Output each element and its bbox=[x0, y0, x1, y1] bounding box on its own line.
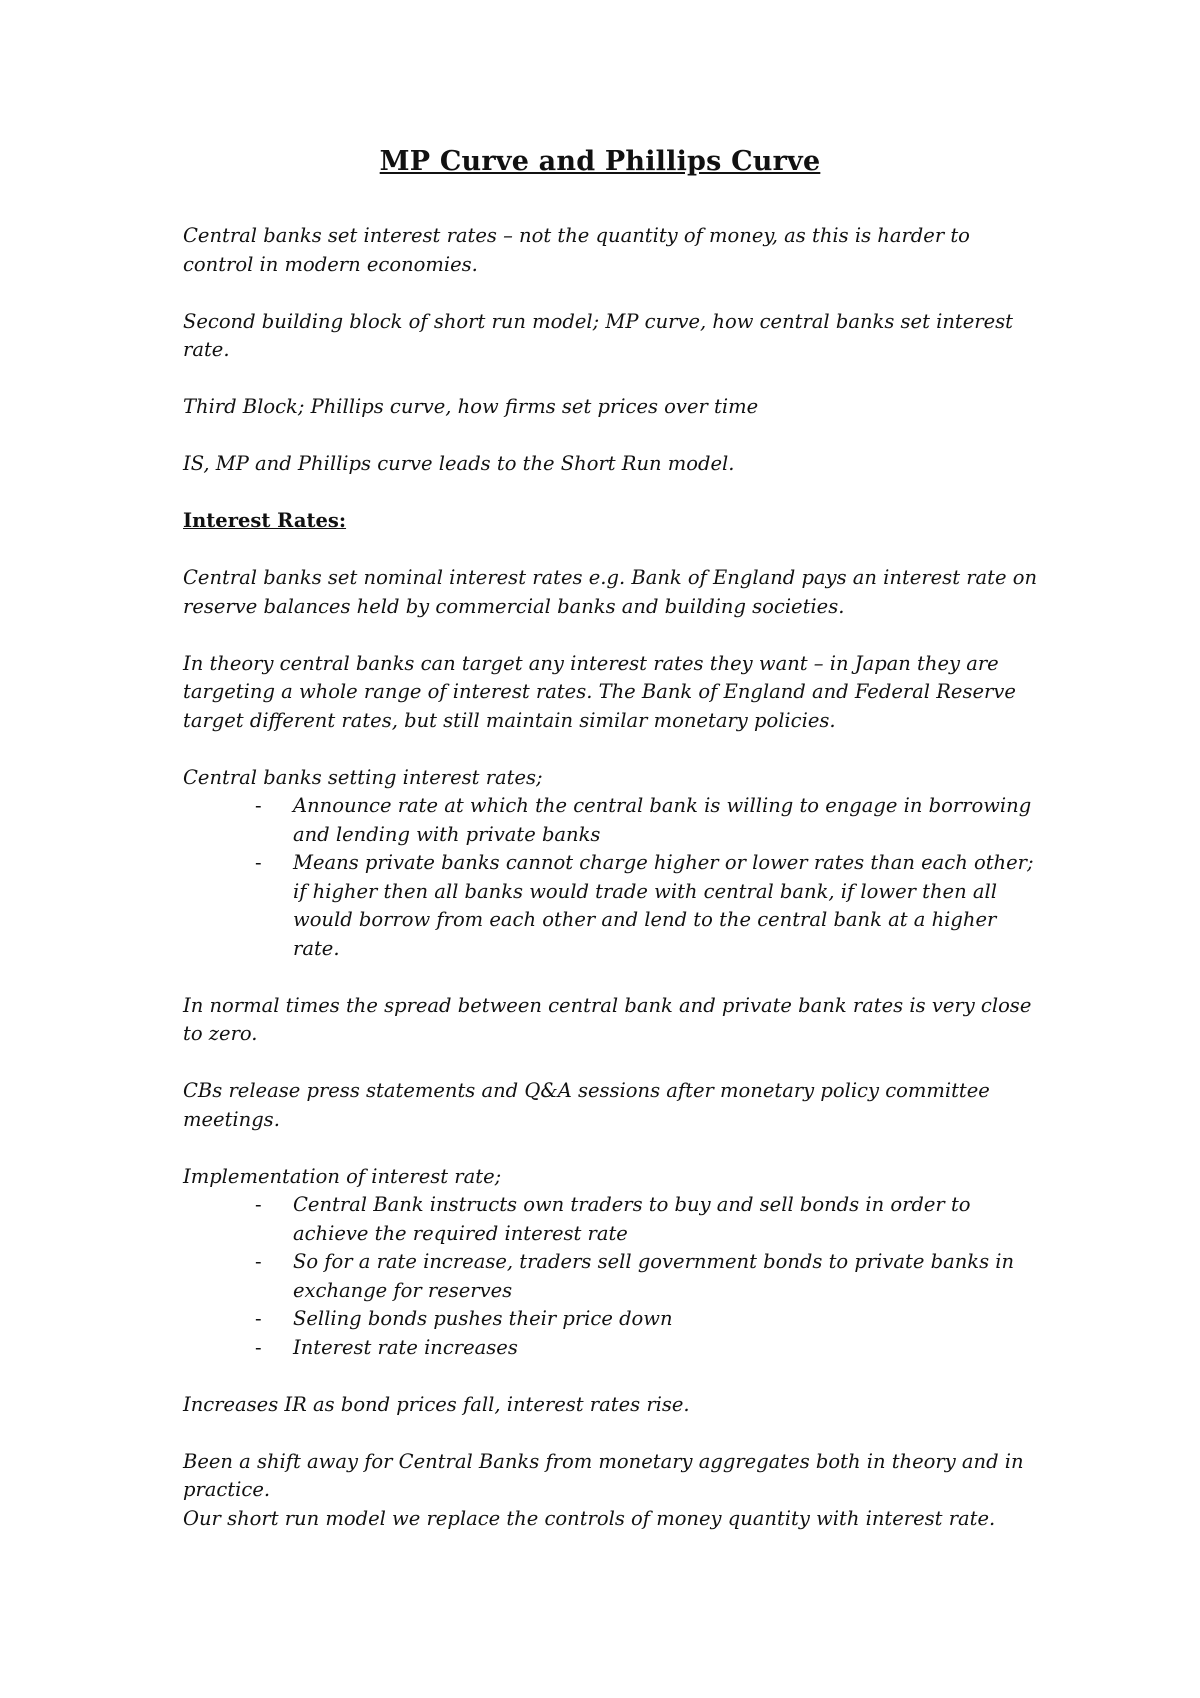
list-item-text: Interest rate increases bbox=[293, 1335, 518, 1359]
bullet-dash: - bbox=[255, 1193, 262, 1216]
bullet-dash: - bbox=[255, 1335, 262, 1359]
list-item bbox=[183, 1334, 1043, 1363]
paragraph-short-run-model: Our short run model we replace the controls of money quantity with interest rate. bbox=[183, 1506, 996, 1530]
bullet-dash: - bbox=[255, 851, 262, 874]
paragraph-spread: In normal times the spread between central bank and private bank rates is very close to zero. bbox=[183, 993, 1032, 1045]
document-body bbox=[183, 222, 1043, 1533]
bullet-dash: - bbox=[255, 794, 262, 817]
list-item-text: So for a rate increase, traders sell government bonds to private banks in exchange for reserves bbox=[293, 1250, 1015, 1302]
paragraph-shift-away: Been a shift away for Central Banks from monetary aggregates both in theory and in practice. bbox=[183, 1449, 1024, 1501]
list-item bbox=[183, 1305, 1043, 1334]
list-item-text: Announce rate at which the central bank is willing to engage in borrowing and lending with private banks bbox=[293, 794, 1032, 846]
paragraph-bond-prices: Increases IR as bond prices fall, interest rates rise. bbox=[183, 1392, 690, 1416]
list-item bbox=[183, 849, 1043, 963]
paragraph-intro-1: Central banks set interest rates – not the quantity of money, as this is harder to control in modern economies. bbox=[183, 224, 970, 276]
setting-rates-list bbox=[183, 792, 1043, 963]
paragraph-target-rates: In theory central banks can target any interest rates they want – in Japan they are targeting a whole range of interest rates. The Bank of England and Federal Reserve target different rates, but still maintain similar monetary policies. bbox=[183, 651, 1016, 732]
paragraph-intro-3: Third Block; Phillips curve, how firms set prices over time bbox=[183, 395, 759, 418]
list-item bbox=[183, 1191, 1043, 1248]
bullet-dash: - bbox=[255, 1307, 262, 1330]
list-item bbox=[183, 792, 1043, 849]
setting-rates-intro: Central banks setting interest rates; bbox=[183, 765, 543, 789]
implementation-list bbox=[183, 1191, 1043, 1362]
document-title: MP Curve and Phillips Curve bbox=[379, 146, 821, 177]
list-item-text: Selling bonds pushes their price down bbox=[293, 1307, 673, 1330]
paragraph-nominal-rates: Central banks set nominal interest rates e.g. Bank of England pays an interest rate on reserve balances held by commercial banks and building societies. bbox=[183, 566, 1038, 618]
implementation-intro: Implementation of interest rate; bbox=[183, 1164, 502, 1188]
list-item-text: Means private banks cannot charge higher or lower rates than each other; if higher then all banks would trade with central bank, if lower then all would borrow from each other and lend to the central bank at a higher rate. bbox=[293, 851, 1034, 960]
paragraph-press-statements: CBs release press statements and Q&A sessions after monetary policy committee meetings. bbox=[183, 1079, 990, 1131]
list-item bbox=[183, 1248, 1043, 1305]
list-item-text: Central Bank instructs own traders to buy and sell bonds in order to achieve the required interest rate bbox=[293, 1193, 971, 1245]
section-heading-interest-rates: Interest Rates: bbox=[183, 509, 347, 532]
paragraph-intro-2: Second building block of short run model; MP curve, how central banks set interest rate. bbox=[183, 309, 1013, 361]
paragraph-intro-4: IS, MP and Phillips curve leads to the Short Run model. bbox=[183, 452, 735, 475]
bullet-dash: - bbox=[255, 1250, 262, 1273]
